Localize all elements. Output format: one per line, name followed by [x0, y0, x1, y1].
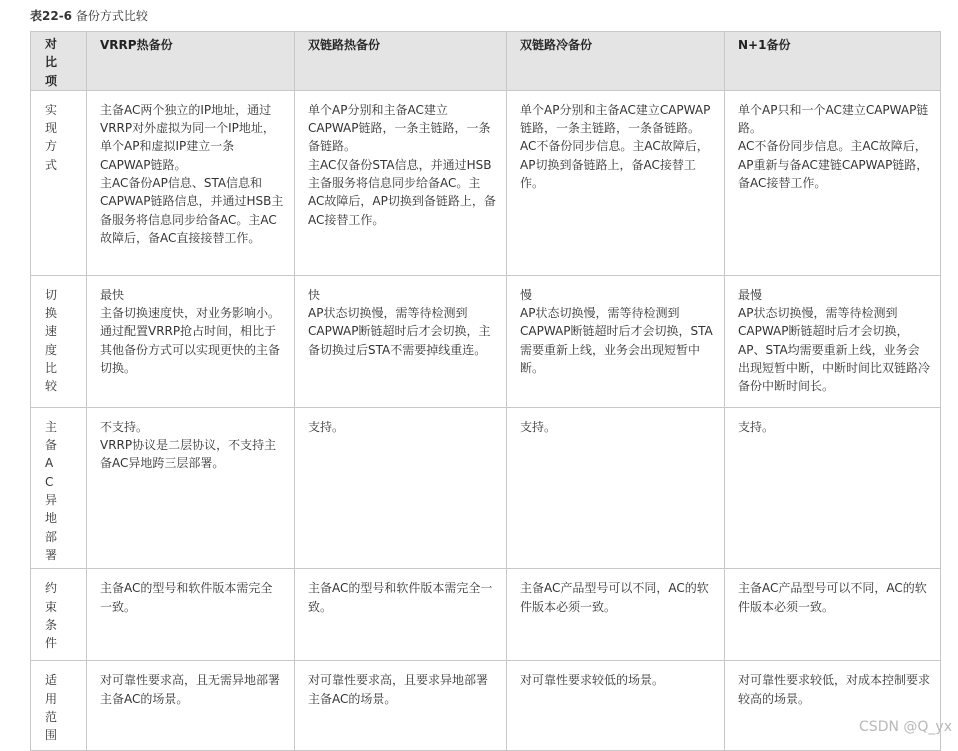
cell-text: AP状态切换慢，需等待检测到CAPWAP断链超时后才会切换，STA需要重新上线，业务会出现短暂中断。 — [520, 306, 713, 376]
cell-text: 主AC备份AP信息、STA信息和CAPWAP链路信息，并通过HSB主备服务将信息同步给备AC。主AC故障后，备AC直接接替工作。 — [100, 176, 284, 245]
cell-text: 慢 — [520, 287, 533, 302]
table-cell — [725, 569, 941, 661]
table-row — [31, 661, 941, 751]
table-row — [31, 407, 941, 568]
table-cell — [507, 275, 725, 407]
cell-text: AC不备份同步信息。主AC故障后，AP切换到备链路上，备AC接替工作。 — [520, 139, 709, 191]
cell-text: 对可靠性要求较低，对成本控制要求较高的场景。 — [738, 673, 931, 706]
cell-text: AC不备份同步信息。主AC故障后，AP重新与备AC建链CAPWAP链路，备AC接替工作。 — [738, 139, 929, 191]
table-cell — [725, 90, 941, 275]
table-row — [31, 275, 941, 407]
table-title: 备份方式比较 — [75, 9, 148, 23]
cell-text: VRRP协议是二层协议，不支持主备AC异地跨三层部署。 — [100, 438, 277, 471]
table-cell — [725, 661, 941, 751]
cell-text: 单个AP分别和主备AC建立CAPWAP链路，一条主链路，一条备链路。 — [520, 102, 711, 136]
table-cell — [295, 661, 507, 751]
table-row — [31, 90, 941, 275]
cell-text: 对可靠性要求高，且要求异地部署主备AC的场景。 — [308, 673, 489, 706]
table-number: 表22-6 — [30, 9, 73, 23]
cell-text: AP状态切换慢，需等待检测到CAPWAP断链超时后才会切换，主备切换过后STA不需要掉线重连。 — [308, 306, 491, 357]
table-cell — [295, 275, 507, 407]
header-dual-link-cold-backup: 双链路冷备份 — [507, 32, 725, 91]
cell-text: 最快 — [100, 287, 125, 302]
table-cell — [295, 407, 507, 568]
table-cell — [87, 90, 295, 275]
table-caption — [30, 7, 148, 24]
table-cell — [87, 569, 295, 661]
table-cell — [507, 569, 725, 661]
cell-text: 最慢 — [738, 287, 763, 302]
row-label: 切换速度比较 — [31, 275, 87, 407]
cell-text: 主备AC两个独立的IP地址，通过VRRP对外虚拟为同一个IP地址，单个AP和虚拟IP建立一条CAPWAP链路。 — [100, 102, 275, 172]
cell-text: AP状态切换慢，需等待检测到CAPWAP断链超时后才会切换，AP、STA均需要重新上线，业务会出现短暂中断，中断时间比双链路冷备份中断时间长。 — [738, 306, 931, 394]
csdn-watermark: CSDN @Q_yx — [859, 719, 952, 735]
table-cell — [507, 90, 725, 275]
row-label: 主备AC异地部署 — [31, 407, 87, 568]
header-dual-link-hot-backup: 双链路热备份 — [295, 32, 507, 91]
cell-text: 支持。 — [308, 419, 345, 434]
table-cell — [507, 661, 725, 751]
cell-text: 对可靠性要求高，且无需异地部署主备AC的场景。 — [100, 673, 281, 706]
cell-text: 主备AC的型号和软件版本需完全一致。 — [100, 581, 273, 614]
table-cell — [295, 569, 507, 661]
cell-text: 对可靠性要求较低的场景。 — [520, 673, 665, 688]
table-cell — [87, 275, 295, 407]
row-label: 约束条件 — [31, 569, 87, 661]
table-header-row — [31, 32, 941, 91]
table-cell — [725, 275, 941, 407]
cell-text: 快 — [308, 287, 321, 302]
row-label: 实现方式 — [31, 90, 87, 275]
cell-text: 主备AC产品型号可以不同，AC的软件版本必须一致。 — [520, 581, 709, 614]
table-cell — [87, 407, 295, 568]
cell-text: 不支持。 — [100, 419, 149, 434]
header-vrrp-hot-backup: VRRP热备份 — [87, 32, 295, 91]
cell-text: 主AC仅备份STA信息，并通过HSB主备服务将信息同步给备AC。主AC故障后，AP切换到备链路上，备AC接替工作。 — [308, 157, 496, 227]
backup-comparison-table — [30, 31, 941, 751]
cell-text: 支持。 — [520, 419, 557, 434]
table-cell — [725, 407, 941, 568]
table-cell — [507, 407, 725, 568]
cell-text: 主备AC产品型号可以不同，AC的软件版本必须一致。 — [738, 581, 927, 614]
cell-text: 主备AC的型号和软件版本需完全一致。 — [308, 581, 493, 614]
header-compare-item: 对比项 — [31, 32, 87, 91]
cell-text: 支持。 — [738, 419, 775, 434]
table-cell — [87, 661, 295, 751]
cell-text: 单个AP只和一个AC建立CAPWAP链路。 — [738, 102, 929, 136]
table-cell — [295, 90, 507, 275]
row-label: 适用范围 — [31, 661, 87, 751]
cell-text: 单个AP分别和主备AC建立CAPWAP链路，一条主链路，一条备链路。 — [308, 102, 491, 154]
header-n-plus-1-backup: N+1备份 — [725, 32, 941, 91]
cell-text: 主备切换速度快，对业务影响小。通过配置VRRP抢占时间，相比于其他备份方式可以实现更快的主备切换。 — [100, 306, 281, 376]
table-row — [31, 569, 941, 661]
